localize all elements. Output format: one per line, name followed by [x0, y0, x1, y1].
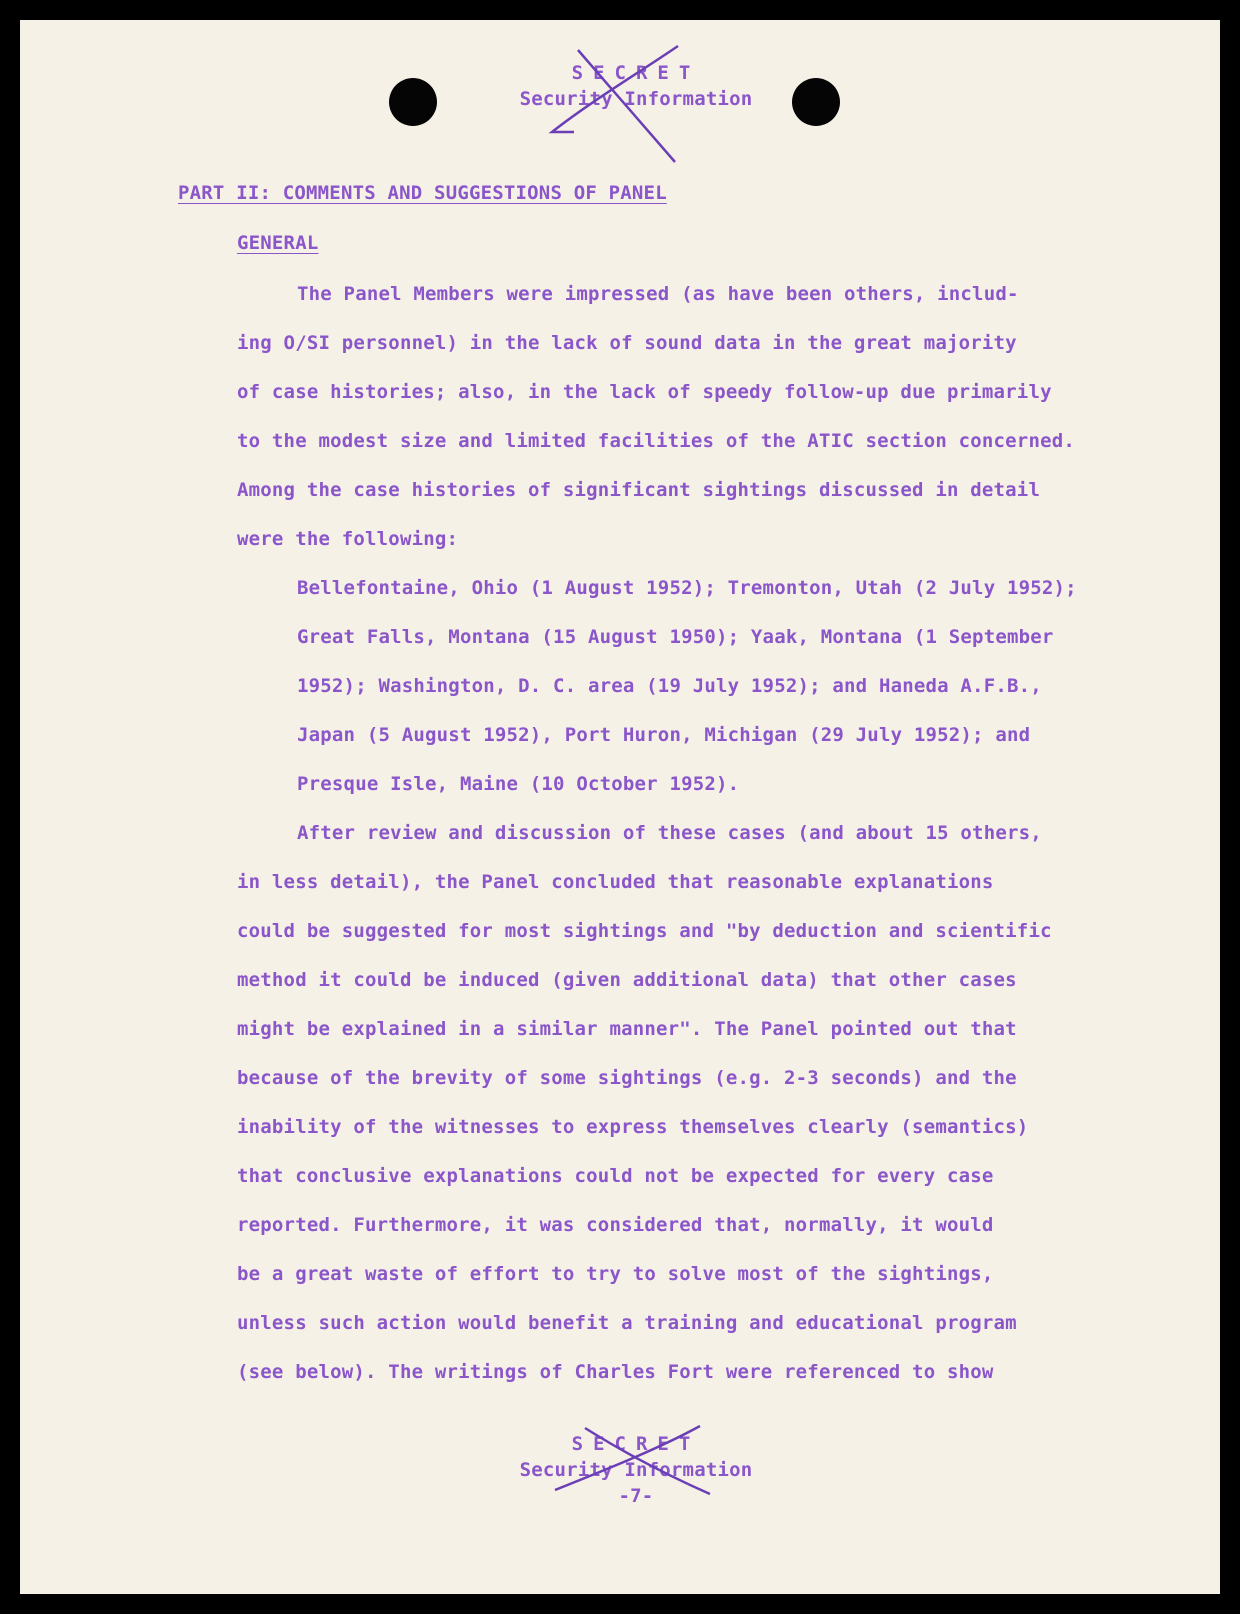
sightings-line: Bellefontaine, Ohio (1 August 1952); Tremonton, Utah (2 July 1952);: [297, 577, 1077, 599]
sightings-line: Great Falls, Montana (15 August 1950); Yaak, Montana (1 September: [297, 626, 1054, 648]
paragraph2-line: be a great waste of effort to try to solve most of the sightings,: [237, 1263, 994, 1285]
paragraph2-line: (see below). The writings of Charles Fort were referenced to show: [237, 1361, 994, 1383]
footer-classification: SECRET: [571, 1433, 701, 1455]
paragraph2-line: inability of the witnesses to express themselves clearly (semantics): [237, 1116, 1029, 1138]
paragraph1-line: The Panel Members were impressed (as have been others, includ-: [297, 283, 1019, 305]
footer-subtitle: Security Information: [519, 1459, 753, 1481]
paragraph1-line: of case histories; also, in the lack of speedy follow-up due primarily: [237, 381, 1052, 403]
subheading-general: GENERAL: [237, 232, 319, 254]
header-classification: SECRET: [571, 62, 701, 84]
paragraph1-line: ing O/SI personnel) in the lack of sound data in the great majority: [237, 332, 1017, 354]
document-page: [20, 20, 1220, 1594]
sightings-line: Japan (5 August 1952), Port Huron, Michigan (29 July 1952); and: [297, 724, 1031, 746]
punch-hole-left: [389, 78, 437, 126]
paragraph2-line: that conclusive explanations could not be expected for every case: [237, 1165, 994, 1187]
header-classification-block: [436, 60, 836, 112]
paragraph2-line: might be explained in a similar manner". The Panel pointed out that: [237, 1018, 1017, 1040]
paragraph2-line: because of the brevity of some sightings (e.g. 2-3 seconds) and the: [237, 1067, 1017, 1089]
paragraph2-line: reported. Furthermore, it was considered that, normally, it would: [237, 1214, 994, 1236]
sightings-line: 1952); Washington, D. C. area (19 July 1952); and Haneda A.F.B.,: [297, 675, 1042, 697]
paragraph1-line: were the following:: [237, 528, 459, 550]
section-title: PART II: COMMENTS AND SUGGESTIONS OF PANEL: [178, 182, 667, 204]
paragraph1-line: Among the case histories of significant sightings discussed in detail: [237, 479, 1041, 501]
sightings-line: Presque Isle, Maine (10 October 1952).: [297, 773, 740, 795]
header-subtitle: Security Information: [519, 88, 753, 110]
paragraph1-line: to the modest size and limited facilities of the ATIC section concerned.: [237, 430, 1076, 452]
page-number: -7-: [618, 1485, 654, 1507]
paragraph2-line: could be suggested for most sightings and "by deduction and scientific: [237, 920, 1052, 942]
paragraph2-line: unless such action would benefit a training and educational program: [237, 1312, 1017, 1334]
paragraph2-line: method it could be induced (given additional data) that other cases: [237, 969, 1017, 991]
paragraph2-line: After review and discussion of these cases (and about 15 others,: [297, 822, 1042, 844]
footer-classification-block: [436, 1431, 836, 1509]
paragraph2-line: in less detail), the Panel concluded that reasonable explanations: [237, 871, 994, 893]
